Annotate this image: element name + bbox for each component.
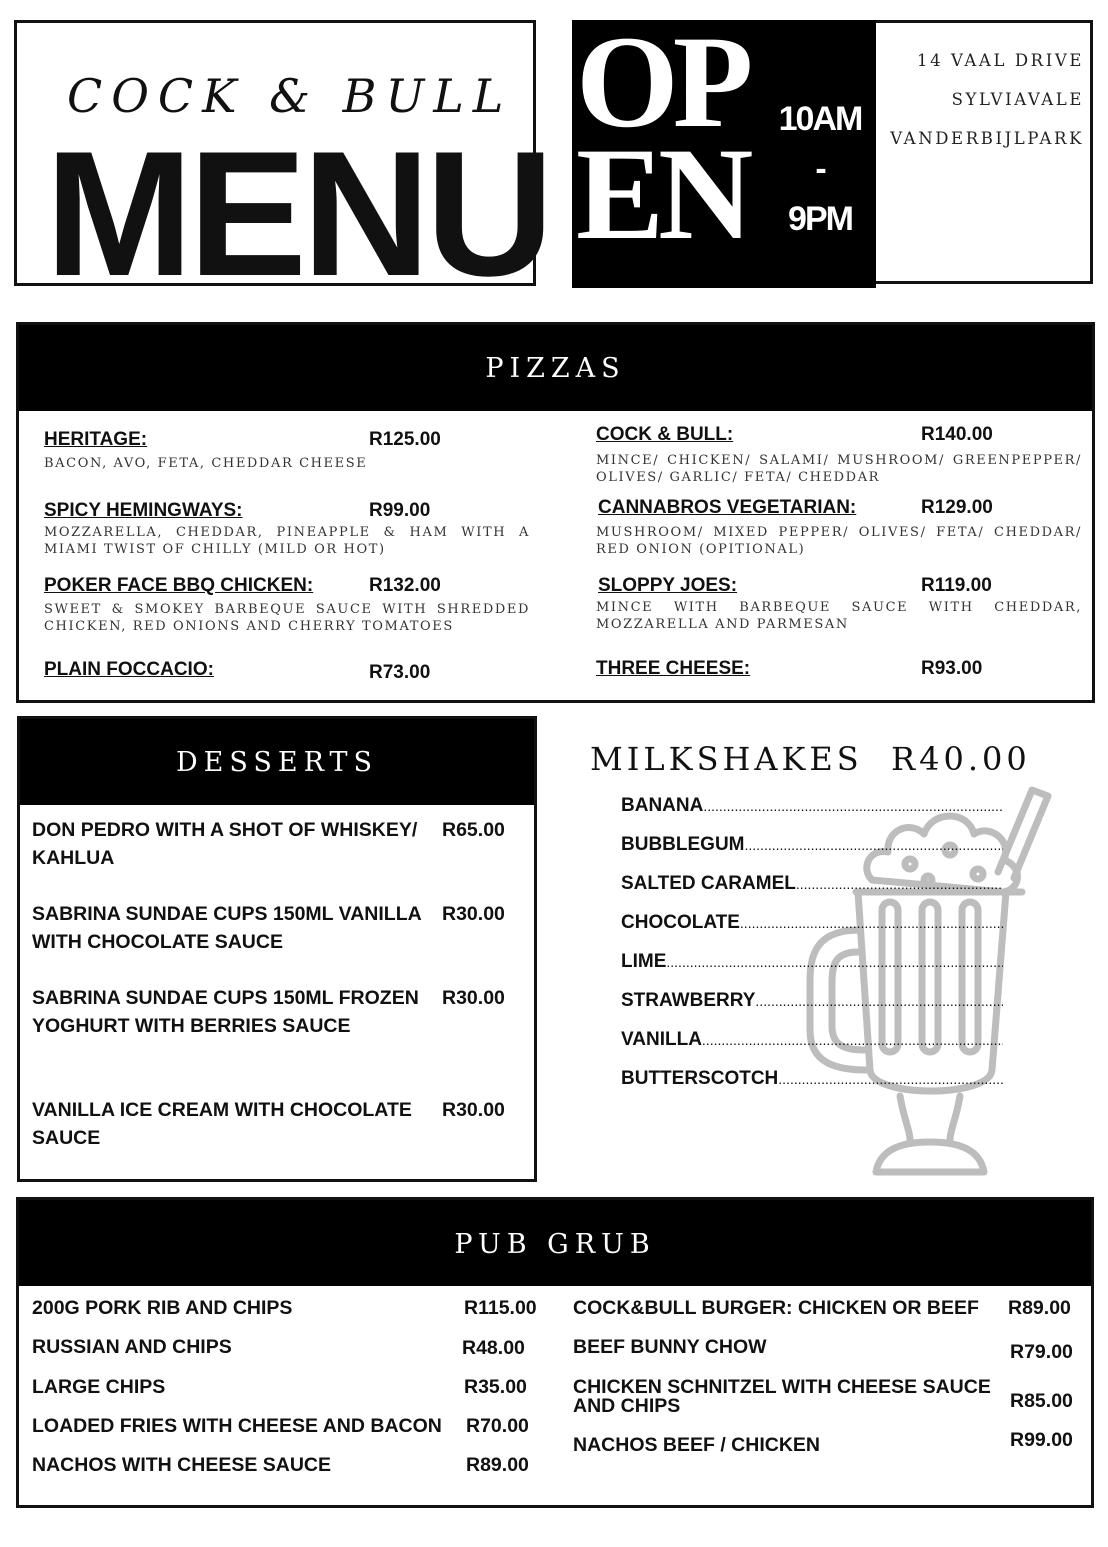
flavour-name: BUTTERSCOTCH	[621, 1068, 779, 1089]
dessert-price: R65.00	[442, 819, 505, 841]
dessert-name: SABRINA SUNDAE CUPS 150ML VANILLA WITH CHOCOLATE SAUCE	[32, 903, 421, 953]
pizza-price: R99.00	[369, 500, 431, 521]
pizza-description: MINCE WITH BARBEQUE SAUCE WITH CHEDDAR, MOZZARELLA AND PARMESAN	[596, 600, 1082, 632]
open-sign-line-1: OP	[576, 20, 748, 155]
closing-time: 9PM	[788, 200, 852, 238]
pub-grub-name: RUSSIAN AND CHIPS	[32, 1336, 232, 1358]
milkshake-flavour	[621, 1068, 1003, 1107]
open-sign-line-2: EN	[576, 120, 748, 267]
flavour-name: VANILLA	[621, 1029, 702, 1050]
title-box	[14, 20, 550, 313]
pizza-name: COCK & BULL:	[596, 424, 734, 445]
dessert-price: R30.00	[442, 903, 505, 925]
pizza-name: PLAIN FOCCACIO:	[44, 659, 214, 680]
pizza-name: POKER FACE BBQ CHICKEN:	[44, 575, 314, 596]
pizza-price: R140.00	[921, 424, 993, 445]
pub-grub-name-line-2: AND CHIPS	[573, 1395, 681, 1417]
pizza-name: SPICY HEMINGWAYS:	[44, 500, 243, 521]
opening-hours	[770, 102, 870, 252]
address-panel	[876, 20, 1093, 284]
pizza-price: R129.00	[921, 497, 993, 518]
milkshake-flavour	[621, 873, 1003, 912]
pub-grub-heading: PUB GRUB	[19, 1200, 1091, 1286]
menu-heading: MENU	[45, 114, 550, 313]
pub-grub-section	[16, 1197, 1094, 1508]
pub-grub-name: NACHOS BEEF / CHICKEN	[573, 1434, 821, 1456]
dessert-price: R30.00	[442, 1099, 505, 1121]
pub-grub-price: R79.00	[1010, 1341, 1073, 1363]
pizzas-section	[16, 322, 1095, 703]
pizza-name: SLOPPY JOES:	[598, 575, 738, 596]
pub-grub-name: COCK&BULL BURGER: CHICKEN OR BEEF	[573, 1297, 979, 1319]
pizzas-heading: PIZZAS	[19, 325, 1092, 411]
address-suburb: SYLVIAVALE	[951, 90, 1084, 109]
pizza-description: MINCE/ CHICKEN/ SALAMI/ MUSHROOM/ GREENPEPPER/ OLIVES/ GARLIC/ FETA/ CHEDDAR	[596, 453, 1082, 485]
hours-separator: -	[815, 150, 825, 188]
pub-grub-price: R70.00	[466, 1415, 529, 1437]
pub-grub-price: R35.00	[464, 1376, 527, 1398]
pizza-price: R93.00	[921, 658, 983, 679]
dessert-name: DON PEDRO WITH A SHOT OF WHISKEY/ KAHLUA	[32, 819, 418, 869]
open-hours-panel	[572, 20, 876, 288]
flavour-name: LIME	[621, 951, 667, 972]
pub-grub-name: 200G PORK RIB AND CHIPS	[32, 1297, 293, 1319]
dessert-name: VANILLA ICE CREAM WITH CHOCOLATE SAUCE	[32, 1099, 412, 1149]
pizza-price: R132.00	[369, 575, 441, 596]
milkshake-flavour	[621, 795, 1003, 834]
desserts-section	[17, 716, 537, 1182]
pizza-description: SWEET & SMOKEY BARBEQUE SAUCE WITH SHREDDED CHICKEN, RED ONIONS AND CHERRY TOMATOES	[44, 602, 530, 634]
pub-grub-name: LOADED FRIES WITH CHEESE AND BACON	[32, 1415, 442, 1437]
pizza-description: BACON, AVO, FETA, CHEDDAR CHEESE	[44, 456, 368, 471]
pizza-description: MUSHROOM/ MIXED PEPPER/ OLIVES/ FETA/ CHEDDAR/ RED ONION (OPITIONAL)	[596, 525, 1082, 557]
pub-grub-name: LARGE CHIPS	[32, 1376, 166, 1398]
dessert-price: R30.00	[442, 987, 505, 1009]
pub-grub-price: R89.00	[466, 1454, 529, 1476]
pizza-name: THREE CHEESE:	[596, 658, 751, 679]
flavour-name: CHOCOLATE	[621, 912, 740, 933]
dessert-name: SABRINA SUNDAE CUPS 150ML FROZEN YOGHURT WITH BERRIES SAUCE	[32, 987, 419, 1037]
flavour-name: BUBBLEGUM	[621, 834, 745, 855]
address-city: VANDERBIJLPARK	[890, 129, 1084, 148]
pizza-price: R73.00	[369, 662, 431, 683]
pub-grub-name: NACHOS WITH CHEESE SAUCE	[32, 1454, 332, 1476]
flavour-name: SALTED CARAMEL	[621, 873, 796, 894]
pub-grub-name: BEEF BUNNY CHOW	[573, 1336, 767, 1358]
opening-time: 10AM	[778, 100, 862, 138]
milkshake-flavour-list	[621, 795, 1003, 1107]
pizza-description: MOZZARELLA, CHEDDAR, PINEAPPLE & HAM WITH A MIAMI TWIST OF CHILLY (MILD OR HOT)	[44, 525, 530, 557]
flavour-name: STRAWBERRY	[621, 990, 756, 1011]
milkshake-flavour	[621, 834, 1003, 873]
milkshakes-heading	[590, 740, 1031, 778]
pub-grub-price: R48.00	[462, 1337, 525, 1359]
pub-grub-price: R85.00	[1010, 1390, 1073, 1412]
milkshake-flavour	[621, 1029, 1003, 1068]
milkshake-flavour	[621, 912, 1003, 951]
address-street: 14 VAAL DRIVE	[916, 51, 1084, 70]
pub-grub-name: CHICKEN SCHNITZEL WITH CHEESE SAUCE	[573, 1376, 991, 1398]
flavour-name: BANANA	[621, 795, 704, 816]
desserts-heading: DESSERTS	[20, 719, 534, 805]
milkshakes-title: MILKSHAKES	[590, 740, 863, 778]
pub-grub-price: R89.00	[1008, 1297, 1071, 1319]
pizza-name: CANNABROS VEGETARIAN:	[598, 497, 857, 518]
pub-grub-price: R99.00	[1010, 1429, 1073, 1451]
pub-grub-price: R115.00	[464, 1297, 537, 1319]
milkshakes-price: R40.00	[891, 740, 1031, 778]
pizza-price: R119.00	[921, 575, 992, 596]
restaurant-name: COCK & BULL	[67, 69, 513, 123]
open-sign	[576, 20, 786, 267]
milkshake-flavour	[621, 990, 1003, 1029]
pizza-name: HERITAGE:	[44, 429, 148, 450]
milkshake-flavour	[621, 951, 1003, 990]
pizza-price: R125.00	[369, 429, 441, 450]
